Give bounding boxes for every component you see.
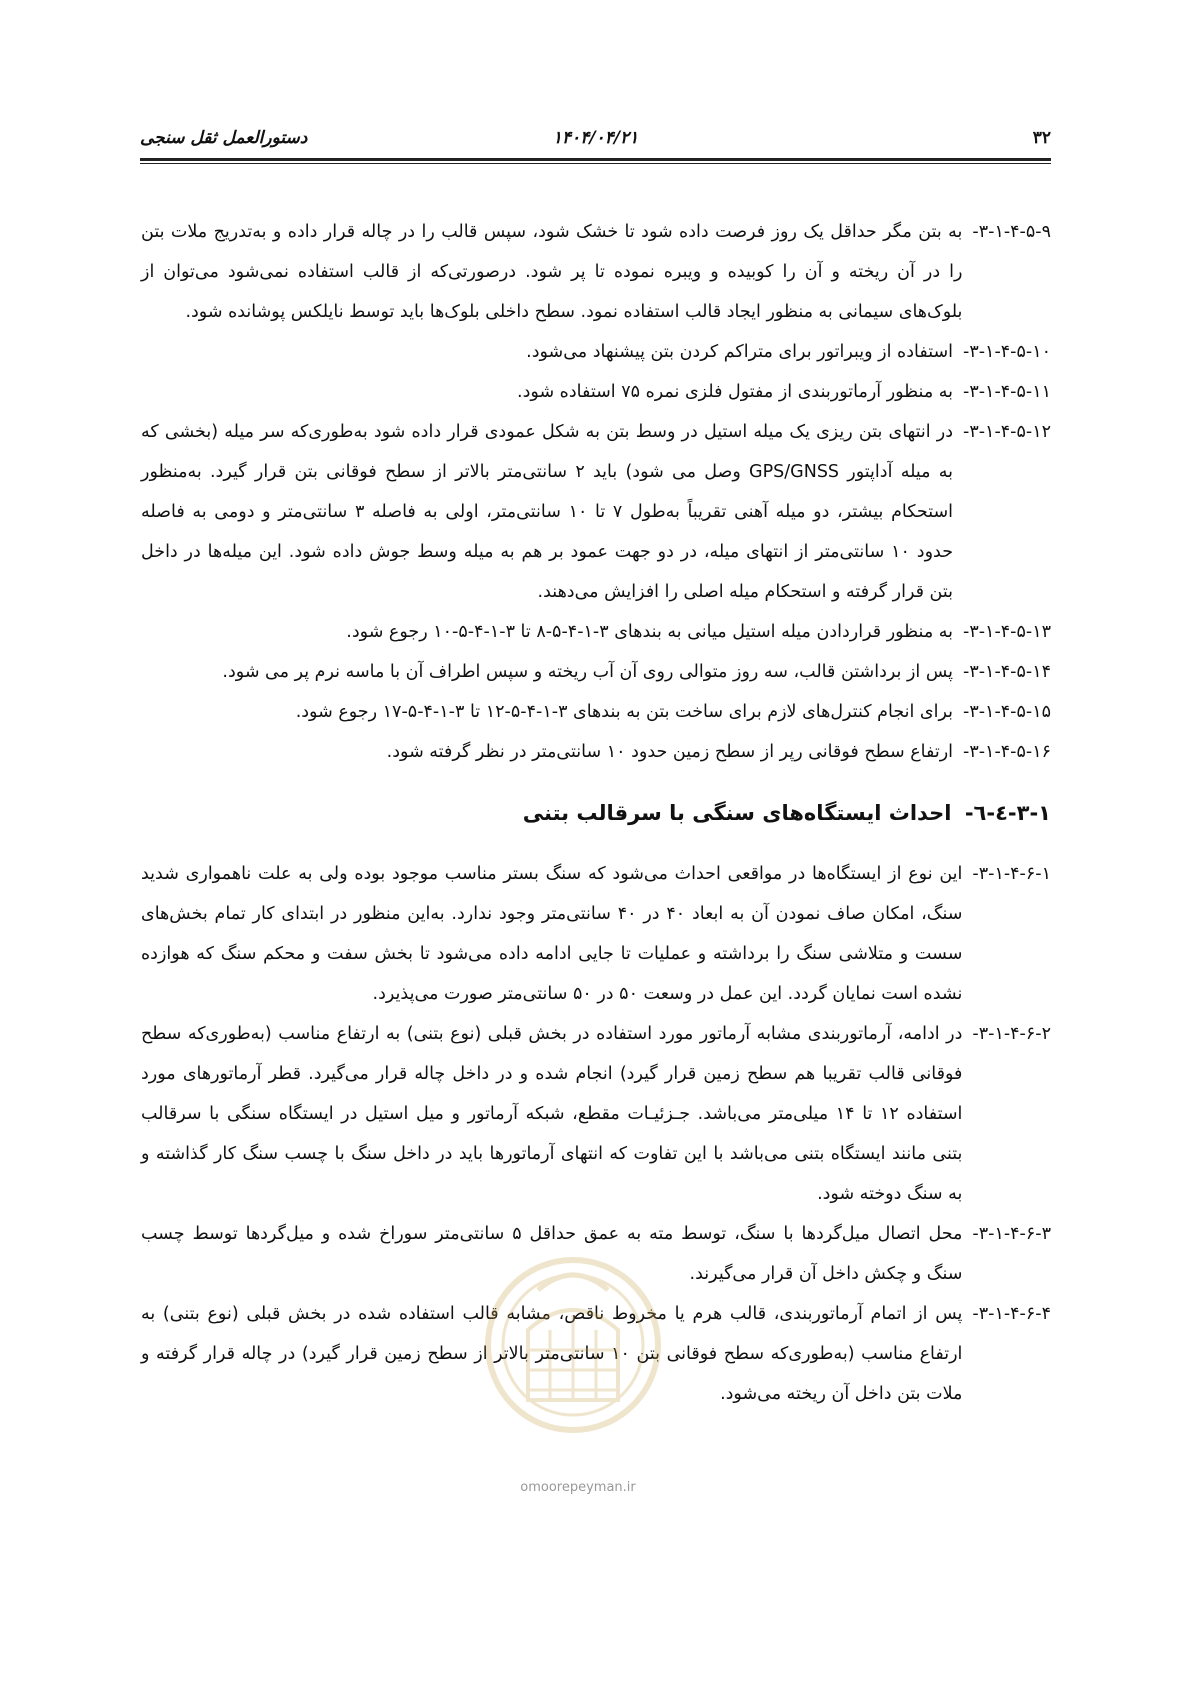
page-header [140, 122, 1051, 154]
item-text: پس از اتمام آرماتوربندی، قالب هرم یا مخروط ناقص، مشابه قالب استفاده شده در بخش قبلی (نوع بتنی) به ارتفاع مناسب (به‌طوری‌که سطح فوقانی بتن ۱۰ سانتی‌متر بالاتر از سطح زمین قرار گیرد) در چاله قرار گرفته و ملات بتن داخل آن ریخته می‌شود. [141, 1304, 963, 1404]
watermark-seal-icon [468, 1250, 678, 1480]
item-text: در انتهای بتن ریزی یک میله استیل در وسط بتن به شکل عمودی قرار داده شود به‌طوری‌که سر میله (بخشی که به میله آداپتور GPS/GNSS وصل می شود) باید ۲ سانتی‌متر بالاتر از سطح فوقانی بتن قرار گیرد. به‌منظور استحکام بیشتر، دو میله آهنی تقریباً به‌طول ۷ تا ۱۰ سانتی‌متر، اولی به فاصله ۳ سانتی‌متر و دومی به فاصله حدود ۱۰ سانتی‌متر از انتهای میله، در دو جهت عمود بر هم به میله وسط جوش داده شود. این میله‌ها در داخل بتن قرار گرفته و استحکام میله اصلی را افزایش می‌دهند. [141, 422, 954, 602]
item-number: ۳-۱-۴-۵-۱۲- [963, 422, 1051, 442]
header-date: ۱۴۰۴/۰۴/۲۱ [552, 128, 639, 148]
item-text: به منظور آرماتوربندی از مفتول فلزی نمره ۷۵ استفاده شود. [517, 382, 954, 402]
page-number: ۳۲ [1032, 128, 1051, 148]
item-text: برای انجام کنترل‌های لازم برای ساخت بتن به بندهای ۳-۱-۴-۵-۱۲ تا ۳-۱-۴-۵-۱۷ رجوع شود. [295, 702, 954, 722]
list-item [141, 412, 1051, 612]
header-title: دستورالعمل ثقل سنجی [140, 128, 308, 148]
item-number: ۳-۱-۴-۵-۱۶- [963, 742, 1051, 762]
item-text: به منظور قراردادن میله استیل میانی به بندهای ۳-۱-۴-۵-۸ تا ۳-۱-۴-۵-۱۰ رجوع شود. [346, 622, 954, 642]
header-rule [140, 158, 1051, 161]
section-heading [141, 798, 1051, 828]
list-item [141, 692, 1051, 732]
item-number: ۳-۱-۴-۵-۹- [972, 222, 1051, 242]
item-number: ۳-۱-۴-۵-۱۴- [963, 662, 1051, 682]
item-number: ۳-۱-۴-۶-۳- [972, 1224, 1051, 1244]
item-number: ۳-۱-۴-۶-۲- [972, 1024, 1051, 1044]
section-number: ۳-۱-٤-٦- [964, 801, 1051, 825]
list-item [141, 1014, 1051, 1214]
item-text: محل اتصال میل‌گردها با سنگ، توسط مته به عمق حداقل ۵ سانتی‌متر سوراخ شده و میل‌گردها توسط چسب سنگ و چکش داخل آن قرار می‌گیرند. [141, 1224, 963, 1284]
page-content [141, 212, 1051, 1414]
list-item [141, 332, 1051, 372]
list-item [141, 732, 1051, 772]
item-text: این نوع از ایستگاه‌ها در مواقعی احداث می‌شود که سنگ بستر مناسب موجود بوده ولی به علت ناهمواری شدید سنگ، امکان صاف نمودن آن به ابعاد ۴۰ در ۴۰ سانتی‌متر وجود ندارد. به‌این منظور در ابتدای کار تمام بخش‌های سست و متلاشی سنگ را برداشته و عملیات تا جایی ادامه داده می‌شود تا بخش سفت و محکم سنگ که هوازده نشده است نمایان گردد. این عمل در وسعت ۵۰ در ۵۰ سانتی‌متر صورت می‌پذیرد. [141, 864, 963, 1004]
list-item [141, 212, 1051, 332]
item-number: ۳-۱-۴-۶-۱- [972, 864, 1051, 884]
item-number: ۳-۱-۴-۵-۱۰- [963, 342, 1051, 362]
list-item [141, 854, 1051, 1014]
item-number: ۳-۱-۴-۵-۱۳- [963, 622, 1051, 642]
section-title: احداث ایستگاه‌های سنگی با سرقالب بتنی [522, 801, 952, 825]
item-number: ۳-۱-۴-۶-۴- [972, 1304, 1051, 1324]
item-text: پس از برداشتن قالب، سه روز متوالی روی آن آب ریخته و سپس اطراف آن با ماسه نرم پر می شود. [222, 662, 954, 682]
item-text: در ادامه، آرماتوربندی مشابه آرماتور مورد استفاده در بخش قبلی (نوع بتنی) به ارتفاع مناسب (به‌طوری‌که سطح فوقانی قالب تقریبا هم سطح زمین قرار گیرد) انجام شده و در داخل چاله قرار می‌گیرد. قطر آرماتورهای مورد استفاده ۱۲ تا ۱۴ میلی‌متر می‌باشد. جـزئیـات مقطع، شبکه آرماتور و میل استیل در ایستگاه سنگی با سرقالب بتنی مانند ایستگاه بتنی می‌باشد با این تفاوت که انتهای آرماتورها باید در داخل سنگ با چسب سنگ کار گذاشته و به سنگ دوخته شود. [141, 1024, 963, 1204]
item-text: استفاده از ویبراتور برای متراکم کردن بتن پیشنهاد می‌شود. [526, 342, 954, 362]
item-text: ارتفاع سطح فوقانی رپر از سطح زمین حدود ۱۰ سانتی‌متر در نظر گرفته شود. [386, 742, 954, 762]
header-rule-thin [140, 163, 1051, 164]
list-item [141, 372, 1051, 412]
list-item [141, 652, 1051, 692]
item-text: به بتن مگر حداقل یک روز فرصت داده شود تا خشک شود، سپس قالب را در چاله قرار داده و به‌تدریج ملات بتن را در آن ریخته و آن را کوبیده و ویبره نموده تا پر شود. درصورتی‌که از قالب استفاده نمی‌شود می‌توان از بلوک‌های سیمانی به منظور ایجاد قالب استفاده نمود. سطح داخلی بلوک‌ها باید توسط نایلکس پوشانده شود. [141, 222, 963, 322]
item-number: ۳-۱-۴-۵-۱۵- [963, 702, 1051, 722]
watermark-url: omoorepeyman.ir [520, 1480, 636, 1495]
list-item [141, 612, 1051, 652]
item-number: ۳-۱-۴-۵-۱۱- [963, 382, 1051, 402]
